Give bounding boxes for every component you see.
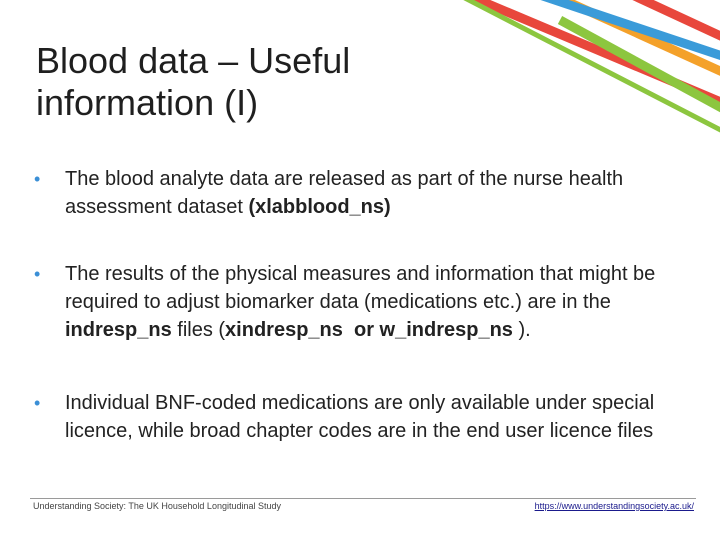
footer-divider [30, 498, 696, 499]
bullet-item-2 [34, 260, 684, 344]
bullet-2-text-a: The results of the physical measures and information that might be required to adjust biomarker data (medications etc.) are in the [65, 263, 656, 313]
stripe-blue [480, 0, 720, 62]
footer-link[interactable]: https://www.understandingsociety.ac.uk/ [534, 501, 694, 511]
slide-title [36, 40, 476, 124]
bullet-2-text-c: ). [512, 319, 531, 341]
bullet-item-3 [34, 389, 684, 445]
bullet-2-bold-a: indresp_ns [65, 319, 172, 341]
bullet-text [65, 165, 684, 221]
title-line-1: Blood data – Useful [36, 40, 351, 81]
bullet-1-text: The blood analyte data are released as part of the nurse health assessment dataset [65, 168, 624, 218]
title-line-2: information (I) [36, 82, 259, 123]
stripe-red [455, 0, 720, 110]
stripe-orange [520, 0, 720, 80]
bullet-1-bold: (xlabblood_ns) [248, 196, 391, 218]
bullet-marker: • [34, 264, 41, 284]
bullet-text: Individual BNF-coded medications are only available under special licence, while broad chapter codes are in the end user licence files [65, 392, 655, 442]
stripe-red-thin [600, 0, 720, 45]
bullet-marker: • [34, 393, 41, 413]
footer-study-name: Understanding Society: The UK Household Longitudinal Study [33, 501, 281, 511]
bullet-marker: • [34, 169, 41, 189]
bullet-2-bold-b: xindresp_ns or w_indresp_ns [225, 319, 513, 341]
bullet-text [65, 260, 684, 344]
bullet-2-text-b: files ( [171, 319, 226, 341]
bullet-item-1 [34, 165, 684, 221]
stripe-green [560, 20, 720, 118]
